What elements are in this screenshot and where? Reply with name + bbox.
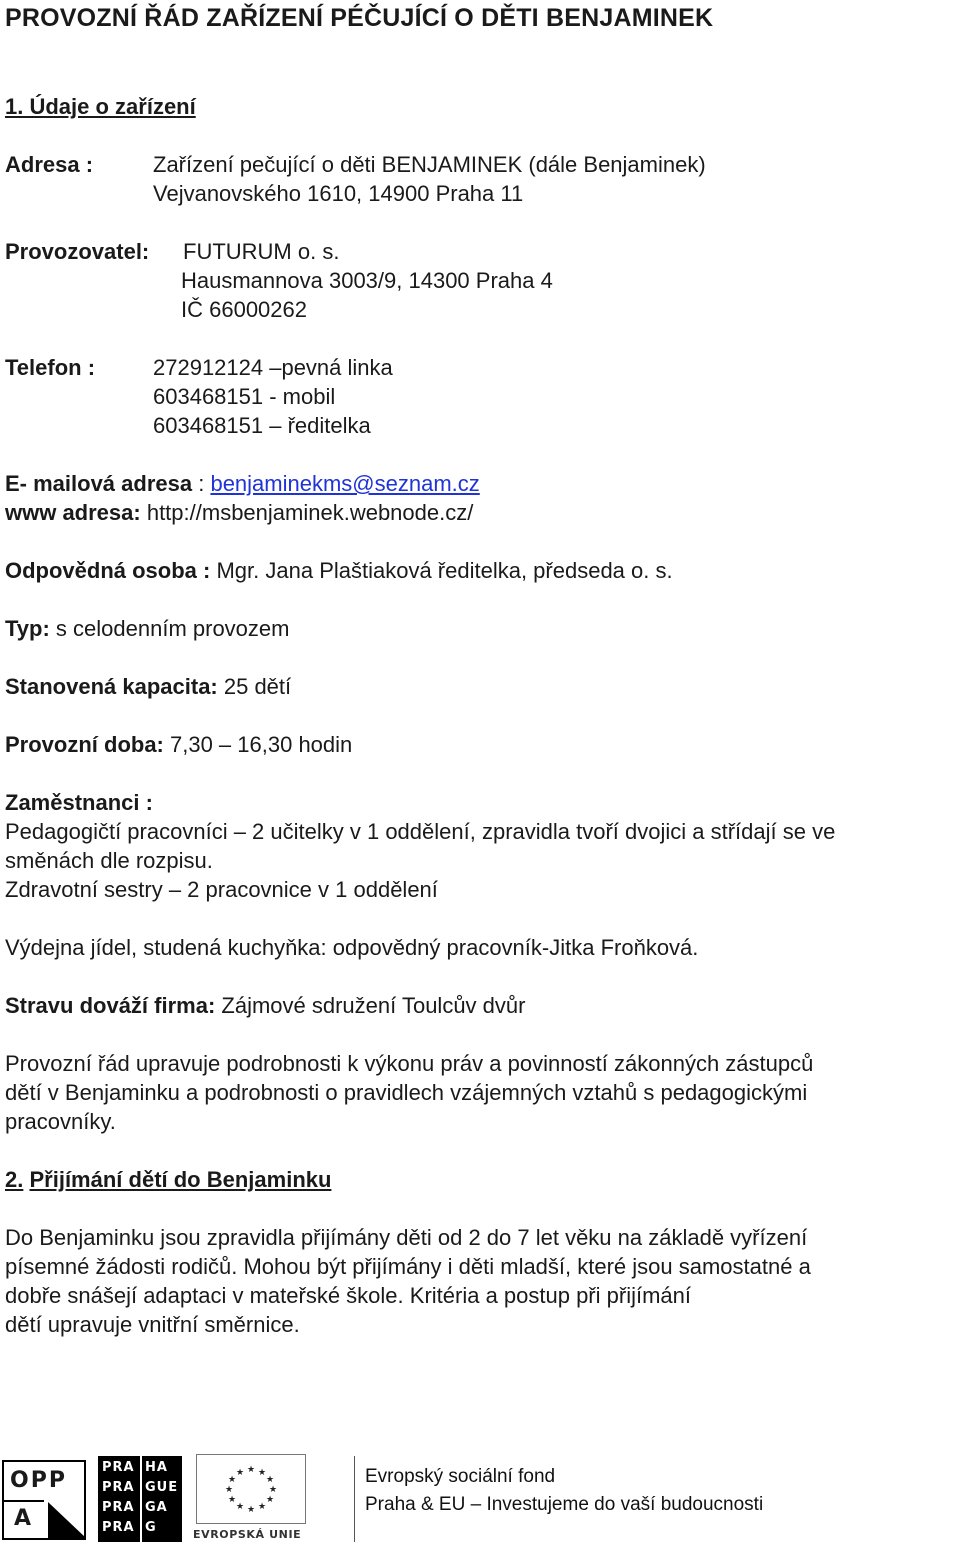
svg-text:★: ★: [246, 1505, 256, 1515]
svg-text:★: ★: [268, 1485, 278, 1495]
capacity-label: Stanovená kapacita:: [5, 674, 218, 699]
capacity-value: 25 dětí: [217, 674, 292, 699]
admission-line4: dětí upravuje vnitřní směrnice.: [5, 1312, 300, 1337]
email-row: [5, 469, 480, 498]
section2-heading: [5, 1165, 331, 1194]
address-line2: Vejvanovského 1610, 14900 Praha 11: [153, 181, 524, 206]
food-value: Zájmové sdružení Toulcův dvůr: [215, 993, 526, 1018]
opp-triangle: [48, 1502, 86, 1538]
address-label: Adresa :: [5, 152, 94, 177]
praha-cell: GA: [145, 1500, 168, 1515]
praha-cell: GUE: [145, 1480, 179, 1495]
hours-label: Provozní doba:: [5, 732, 164, 757]
hours-value: 7,30 – 16,30 hodin: [163, 732, 353, 757]
footer: [0, 1450, 960, 1549]
praha-cell: G: [145, 1520, 157, 1535]
eu-flag-logo: [196, 1454, 306, 1524]
staff-pedagogic-line2: směnách dle rozpisu.: [5, 848, 213, 873]
operator-line1: FUTURUM o. s.: [183, 239, 340, 264]
web-url: http://msbenjaminek.webnode.cz/: [140, 500, 474, 525]
svg-text:★: ★: [265, 1495, 275, 1505]
footer-line2: Praha & EU – Investujeme do vaší budoucnosti: [365, 1494, 764, 1515]
operator-label: Provozovatel:: [5, 239, 150, 264]
web-label: www adresa:: [5, 500, 141, 525]
staff-pedagogic-line1: Pedagogičtí pracovníci – 2 učitelky v 1 oddělení, zpravidla tvoří dvojici a střídají se ve: [5, 819, 836, 844]
eu-label: EVROPSKÁ UNIE: [193, 1528, 302, 1541]
staff-nurses: Zdravotní sestry – 2 pracovnice v 1 oddělení: [5, 877, 438, 902]
document-title: PROVOZNÍ ŘÁD ZAŘÍZENÍ PÉČUJÍCÍ O DĚTI BENJAMINEK: [5, 4, 714, 32]
praha-cell: PRA: [102, 1500, 135, 1515]
responsible-row: [5, 556, 673, 585]
food-label: Stravu dováží firma:: [5, 993, 216, 1018]
kitchen-line: Výdejna jídel, studená kuchyňka: odpovědný pracovník-Jitka Froňková.: [5, 935, 699, 960]
responsible-label: Odpovědná osoba :: [5, 558, 211, 583]
opp-text: OPP: [10, 1468, 67, 1493]
rules-line1: Provozní řád upravuje podrobnosti k výkonu práv a povinností zákonných zástupců: [5, 1051, 814, 1076]
operator-line2: Hausmannova 3003/9, 14300 Praha 4: [181, 268, 553, 293]
type-value: s celodenním provozem: [49, 616, 290, 641]
opp-a-logo: [2, 1460, 86, 1540]
admission-line1: Do Benjaminku jsou zpravidla přijímány děti od 2 do 7 let věku na základě vyřízení: [5, 1225, 808, 1250]
svg-text:★: ★: [224, 1485, 234, 1495]
type-row: [5, 614, 289, 643]
praha-cell: PRA: [102, 1460, 135, 1475]
food-row: [5, 991, 525, 1020]
svg-text:★: ★: [257, 1468, 267, 1478]
svg-text:★: ★: [227, 1475, 237, 1485]
praha-cell: HA: [145, 1460, 168, 1475]
praha-cell: PRA: [102, 1520, 135, 1535]
hours-row: [5, 730, 352, 759]
opp-a-text: A: [14, 1506, 34, 1531]
admission-line2: písemné žádosti rodičů. Mohou být přijímány i děti mladší, které jsou samostatné a: [5, 1254, 811, 1279]
email-label: E- mailová adresa: [5, 471, 193, 496]
footer-line1: Evropský sociální fond: [365, 1466, 556, 1487]
email-colon: :: [192, 471, 211, 496]
section2-text: Přijímání dětí do Benjaminku: [29, 1167, 332, 1192]
svg-text:★: ★: [235, 1468, 245, 1478]
section2-number: 2.: [5, 1167, 24, 1192]
svg-text:★: ★: [257, 1502, 267, 1512]
opp-divider: [4, 1500, 44, 1502]
operator-line3: IČ 66000262: [181, 297, 307, 322]
phone-label: Telefon :: [5, 355, 96, 380]
type-label: Typ:: [5, 616, 50, 641]
rules-line2: dětí v Benjaminku a podrobnosti o pravidlech vzájemných vztahů s pedagogickými: [5, 1080, 808, 1105]
phone-line2: 603468151 - mobil: [153, 384, 336, 409]
praha-logo: [98, 1456, 182, 1542]
admission-line3: dobře snášejí adaptaci v mateřské škole. Kritéria a postup při přijímání: [5, 1283, 691, 1308]
eu-stars-icon: [197, 1455, 305, 1523]
svg-text:★: ★: [227, 1495, 237, 1505]
responsible-value: Mgr. Jana Plaštiaková ředitelka, předseda o. s.: [210, 558, 673, 583]
section1-heading: 1. Údaje o zařízení: [5, 94, 196, 119]
praha-logo-divider: [140, 1456, 142, 1542]
svg-text:★: ★: [235, 1502, 245, 1512]
footer-separator: [354, 1456, 355, 1542]
phone-line3: 603468151 – ředitelka: [153, 413, 371, 438]
phone-line1: 272912124 –pevná linka: [153, 355, 393, 380]
praha-cell: PRA: [102, 1480, 135, 1495]
svg-text:★: ★: [265, 1475, 275, 1485]
web-row: [5, 498, 473, 527]
capacity-row: [5, 672, 291, 701]
address-line1: Zařízení pečující o děti BENJAMINEK (dále Benjaminek): [153, 152, 706, 177]
svg-text:★: ★: [246, 1465, 256, 1475]
email-link[interactable]: benjaminekms@seznam.cz: [210, 471, 480, 496]
rules-line3: pracovníky.: [5, 1109, 116, 1134]
staff-label: Zaměstnanci :: [5, 790, 153, 815]
